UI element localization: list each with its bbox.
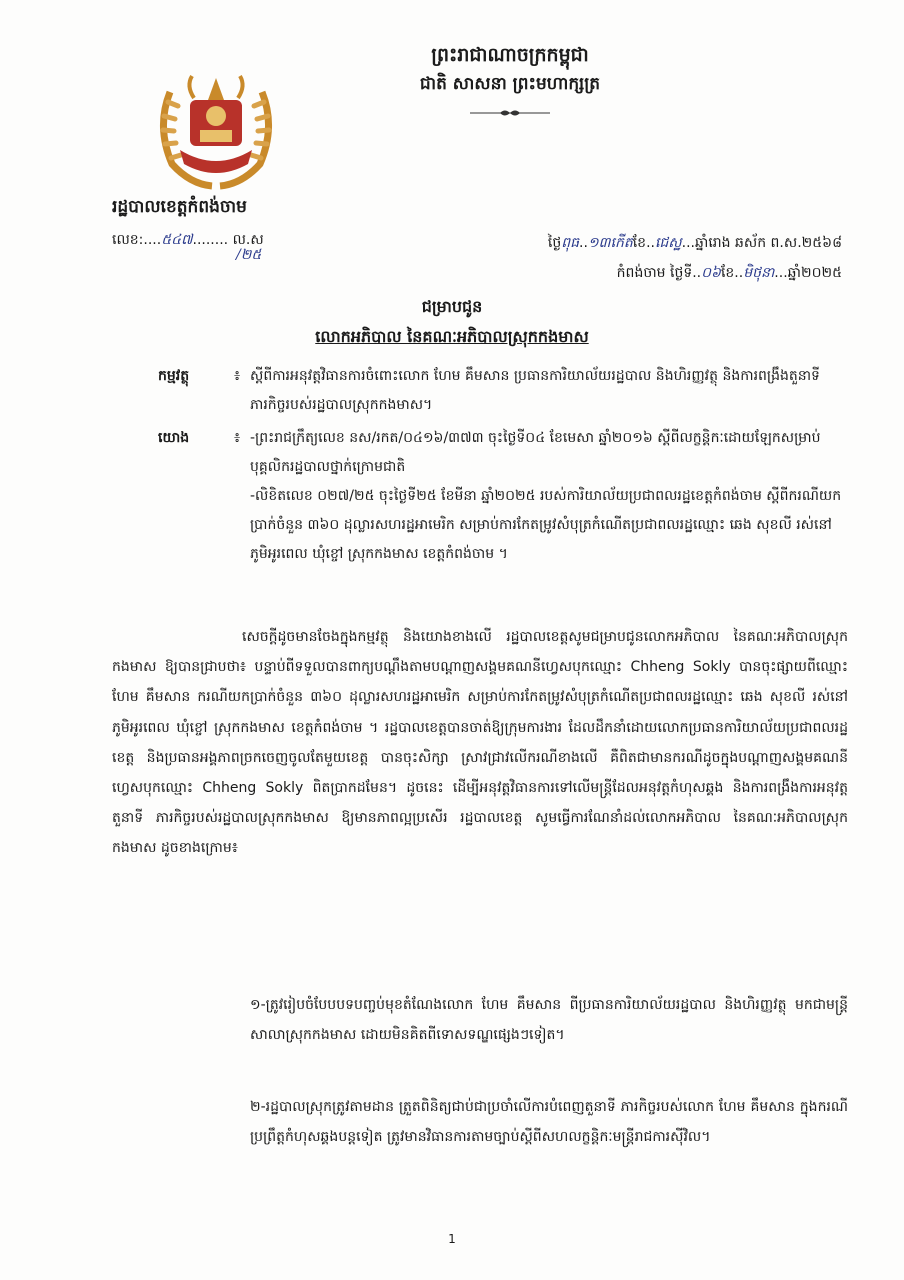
ref-number-handwritten: ៥៤៧ — [161, 232, 193, 248]
subject-label: កម្មវត្ថុ — [158, 368, 190, 384]
document-date — [548, 228, 842, 288]
kingdom-heading — [300, 40, 720, 118]
lunar-phase-handwritten: ១៣កើត — [587, 235, 633, 251]
lunar-month-handwritten: ជេស្ឋ — [654, 235, 682, 251]
reference-label: យោង — [158, 430, 190, 446]
ministry-emblem-icon — [150, 72, 282, 192]
solar-prefix: កំពង់ចាម ថ្ងៃទី.. — [616, 265, 702, 281]
lunar-date — [548, 228, 842, 258]
ref-prefix: លេខ:.... — [112, 232, 162, 248]
solar-year: ...ឆ្នាំ២០២៥ — [774, 265, 842, 281]
recipient: លោកអភិបាល នៃគណៈអភិបាលស្រុកកងមាស — [315, 327, 589, 346]
subject-sep: ៖ — [234, 368, 241, 384]
lunar-day-handwritten: ពុធ — [561, 235, 580, 251]
kingdom-title: ព្រះរាជាណាចក្រកម្ពុជា — [431, 44, 589, 66]
reference-sep: ៖ — [234, 430, 241, 446]
solar-date — [548, 258, 842, 288]
lunar-month-prefix: ខែ.. — [632, 235, 655, 251]
salutation: ជម្រាបជូន — [421, 297, 483, 316]
ref-suffix: ល.ស — [232, 232, 264, 248]
body-paragraph: សេចក្ដីដូចមានចែងក្នុងកម្មវត្ថុ និងយោងខាងលើ រដ្ឋបាលខេត្តសូមជម្រាបជូនលោកអភិបាល នៃគណៈអភិបាលស្រុកកងមាស ឱ្យបានជ្រាបថា៖ បន្ទាប់ពីទទួលបានពាក្យបណ្ដឹងតាមបណ្ដាញសង្គមគណនីហ្វេសបុកឈ្មោះ Chheng Sokly បានចុះផ្សាយពីឈ្មោះ ហែម គឹមសាន ករណីយកប្រាក់ចំនួន ៣៦០ ដុល្លារសហរដ្ឋអាមេរិក សម្រាប់ការកែតម្រូវសំបុត្រកំណើតប្រជាពលរដ្ឋឈ្មោះ ឆេង សុខលី រស់នៅភូមិអូរពេល ឃុំខ្ចៅ ស្រុកកងមាស ខេត្តកំពង់ចាម ។ រដ្ឋបាលខេត្តបានចាត់ឱ្យក្រុមការងារ ដែលដឹកនាំដោយលោកប្រធានការិយាល័យប្រជាពលរដ្ឋខេត្ត និងប្រធានអង្គភាពច្រកចេញចូលតែមួយខេត្ត បានចុះសិក្សា ស្រាវជ្រាវលើករណីខាងលើ គឺពិតជាមានករណីដូចក្នុងបណ្ដាញសង្គមគណនីហ្វេសបុកឈ្មោះ Chheng Sokly ពិតប្រាកដមែន។ ដូចនេះ ដើម្បីអនុវត្តវិធានការទៅលើមន្ត្រីដែលអនុវត្តកំហុសឆ្គង និងការពង្រឹងការអនុវត្តតួនាទី ភារកិច្ចរបស់រដ្ឋបាលស្រុកកងមាស ឱ្យមានភាពល្អប្រសើរ រដ្ឋបាលខេត្ត សូមធ្វើការណែនាំដល់លោកអភិបាល នៃគណៈអភិបាលស្រុកកងមាស ដូចខាងក្រោម៖ — [112, 629, 848, 857]
national-motto: ជាតិ សាសនា ព្រះមហាក្សត្រ — [419, 74, 601, 94]
lunar-mid: .. — [579, 235, 588, 251]
reference-number — [112, 230, 264, 266]
subject-text: ស្ដីពីការអនុវត្តវិធានការចំពោះលោក ហែម គឹមសាន ប្រធានការិយាល័យរដ្ឋបាល និងហិរញ្ញវត្ថុ និងការពង្រឹងតួនាទី ភារកិច្ចរបស់រដ្ឋបាលស្រុកកងមាស។ — [250, 368, 820, 413]
directive-item-1: ១-ត្រូវរៀបចំបែបបទបញ្ចប់មុខតំណែងលោក ហែម គឹមសាន ពីប្រធានការិយាល័យរដ្ឋបាល និងហិរញ្ញវត្ថុ មកជាមន្ត្រីសាលាស្រុកកងមាស ដោយមិនគិតពីទោសទណ្ឌផ្សេងៗទៀត។ — [250, 997, 848, 1043]
solar-month-handwritten: មិថុនា — [743, 265, 775, 281]
reference-item-2: -លិខិតលេខ ០២៧/២៥ ចុះថ្ងៃទី២៥ ខែមីនា ឆ្នាំ២០២៥ របស់ការិយាល័យប្រជាពលរដ្ឋខេត្តកំពង់ចាម ស្ដីពីករណីយកប្រាក់ចំនួន ៣៦០ ដុល្លារសហរដ្ឋអាមេរិក សម្រាប់ការកែតម្រូវសំបុត្រកំណើតប្រជាពលរដ្ឋឈ្មោះ ឆេង សុខលី រស់នៅភូមិអូរពេល ឃុំខ្ចៅ ស្រុកកងមាស ខេត្តកំពង់ចាម ។ — [250, 488, 842, 562]
ornament-divider-icon — [470, 108, 550, 118]
reference-list — [250, 424, 850, 569]
directive-item-2: ២-រដ្ឋបាលស្រុកត្រូវតាមដាន ត្រួតពិនិត្យជាប់ជាប្រចាំលើការបំពេញតួនាទី ភារកិច្ចរបស់លោក ហែម គឹមសាន ក្នុងករណីប្រព្រឹត្តកំហុសឆ្គងបន្តទៀត ត្រូវមានវិធានការតាមច្បាប់ស្ដីពីសហលក្ខន្តិកៈមន្ត្រីរាជការស៊ីវិល។ — [250, 1099, 848, 1145]
issuing-authority: រដ្ឋបាលខេត្តកំពង់ចាម — [112, 197, 247, 217]
ref-year-handwritten: /២៥ — [236, 247, 262, 263]
lunar-year: ...ឆ្នាំរោង ឆស័ក ព.ស.២៥៦៨ — [681, 235, 842, 251]
solar-month-prefix: ខែ.. — [720, 265, 744, 281]
ref-dots: ........ — [192, 232, 229, 248]
reference-item-1: -ព្រះរាជក្រឹត្យលេខ នស/រកត/០៤១៦/៣៧៣ ចុះថ្ងៃទី០៤ ខែមេសា ឆ្នាំ២០១៦ ស្ដីពីលក្ខន្តិកៈដោយឡែកសម្រាប់បុគ្គលិករដ្ឋបាលថ្នាក់ក្រោមជាតិ — [250, 430, 821, 475]
solar-day-handwritten: ០៦ — [701, 265, 721, 281]
body-paragraph-block — [112, 622, 848, 864]
page-number: 1 — [448, 1232, 456, 1246]
lunar-prefix: ថ្ងៃ — [547, 235, 562, 251]
